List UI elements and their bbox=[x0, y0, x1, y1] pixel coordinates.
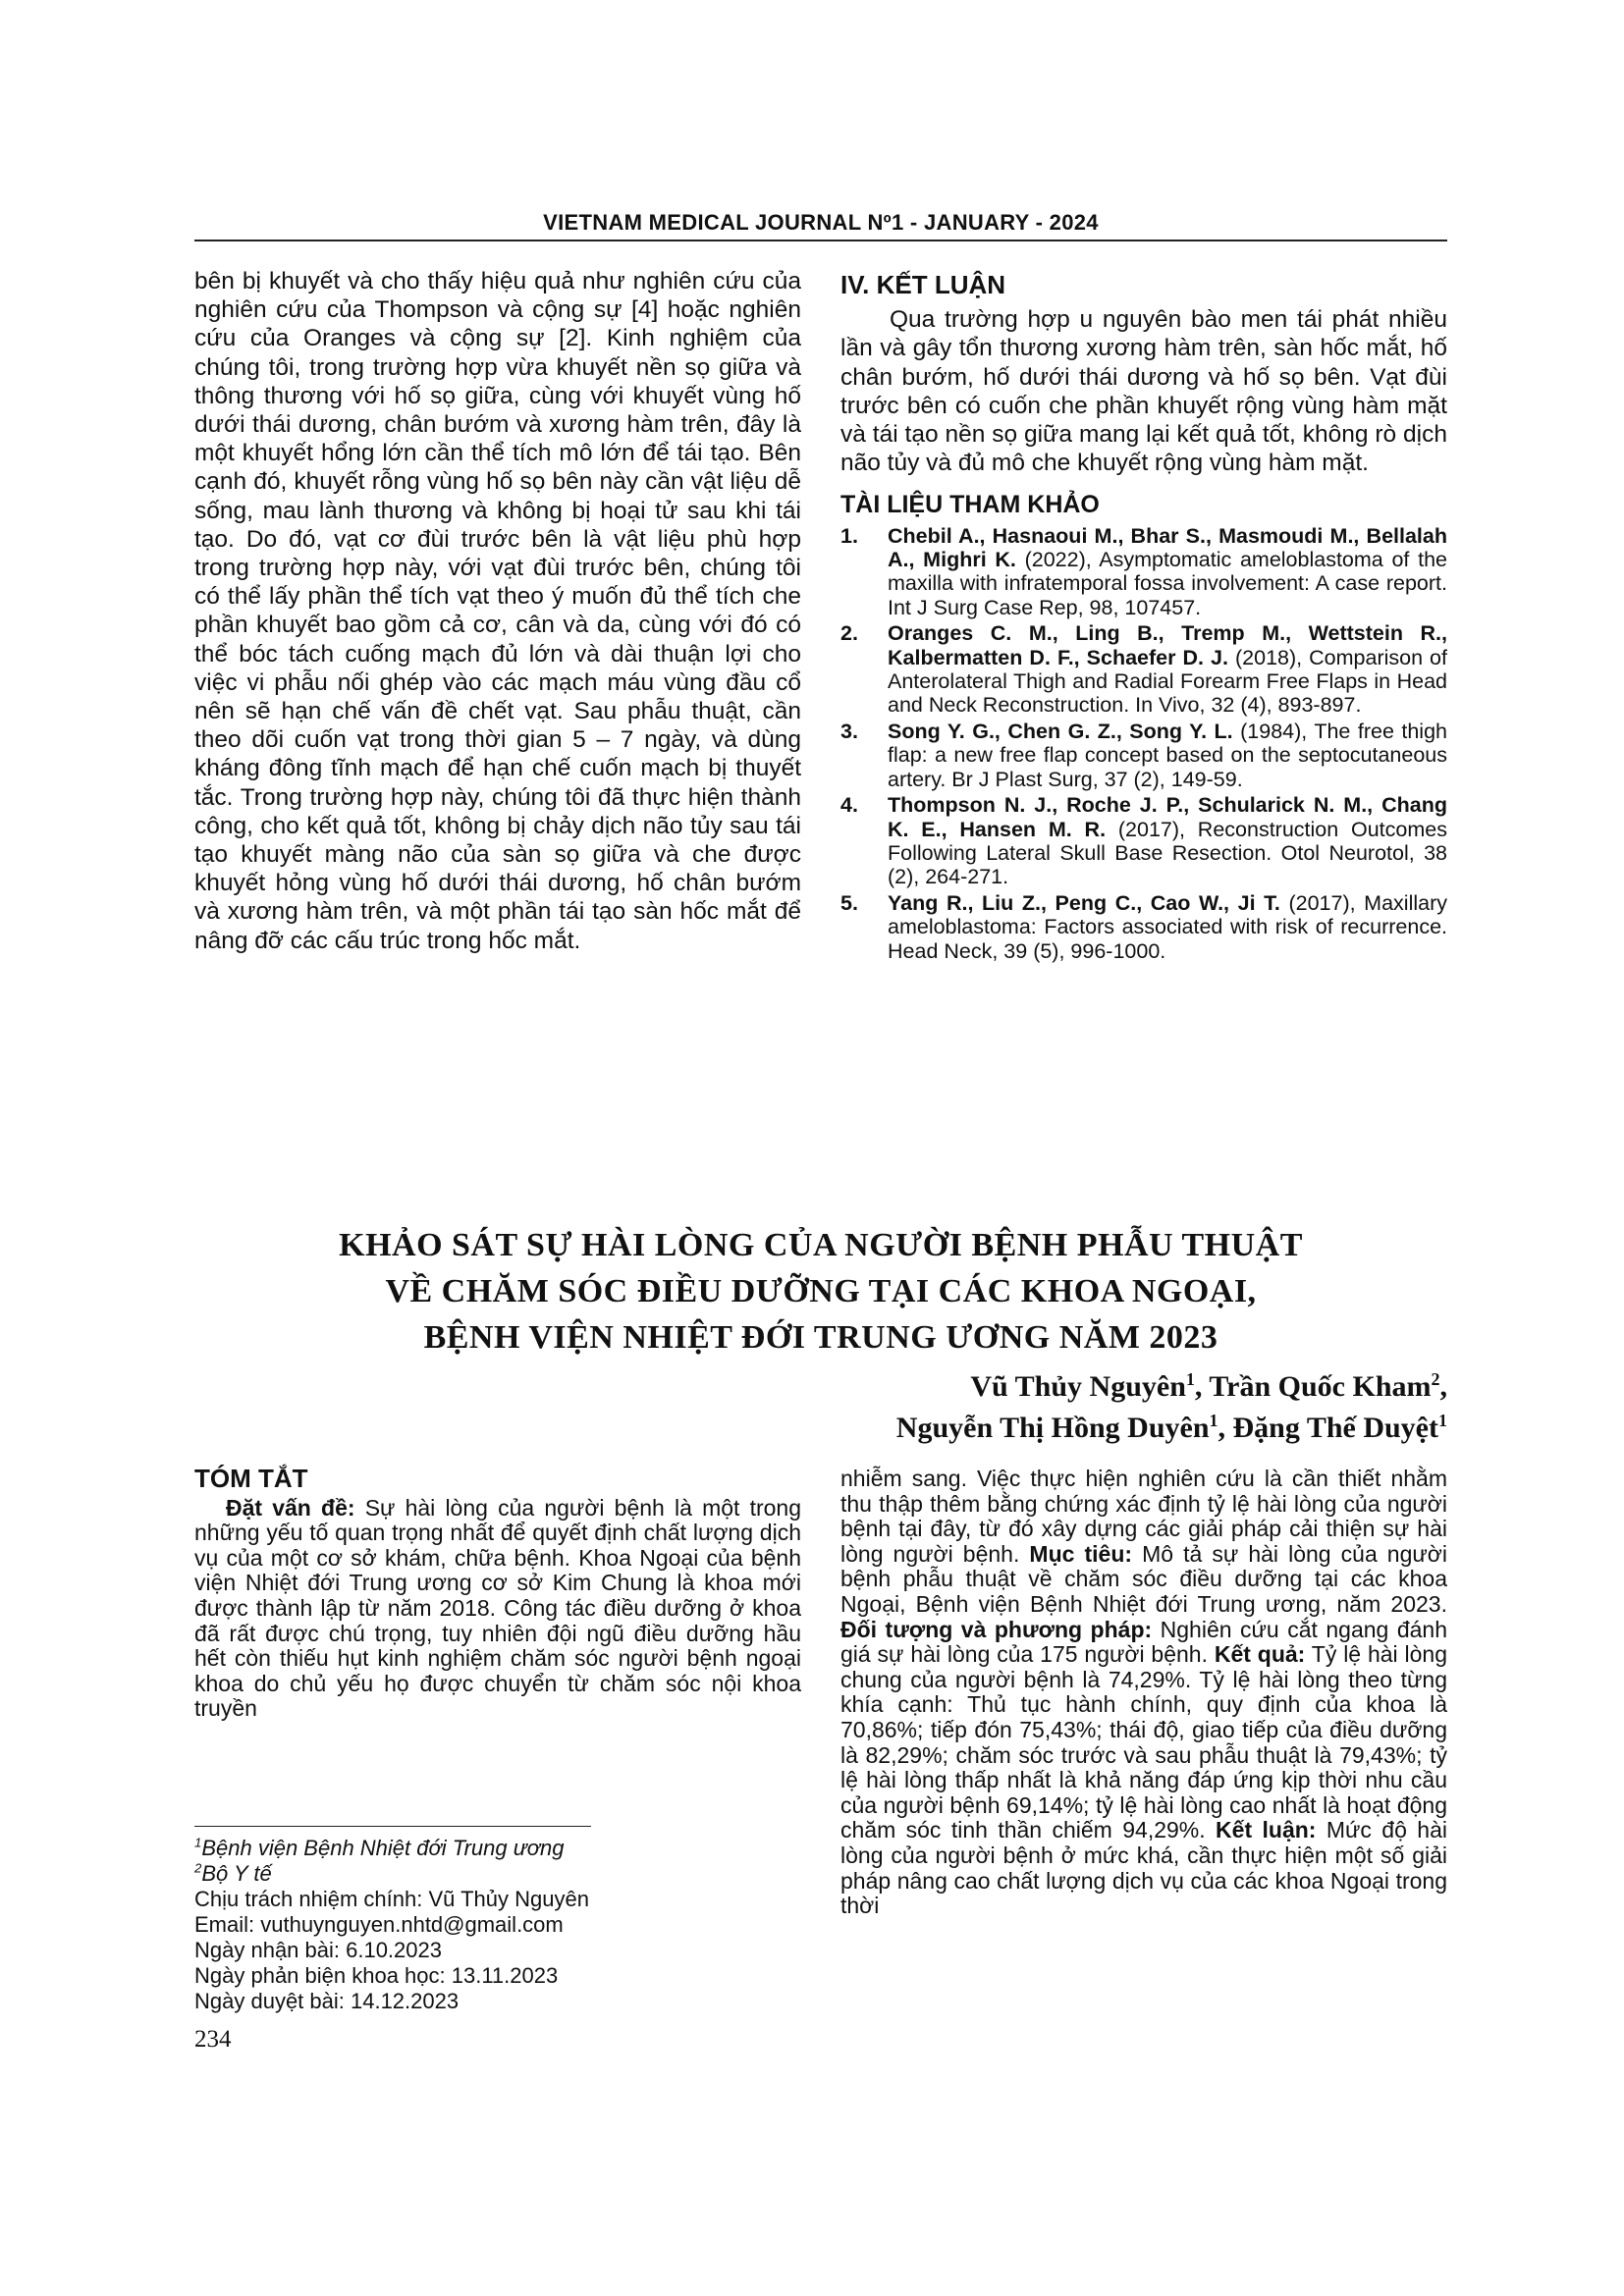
article-title bbox=[194, 1222, 1447, 1361]
author-name: Vũ Thủy Nguyên bbox=[970, 1370, 1186, 1403]
reference-authors: Oranges C. M., Ling B., Tremp M., Wettstein R., Kalbermatten D. F., Schaefer D. J. bbox=[888, 621, 1447, 669]
abstract-text bbox=[194, 1496, 801, 1722]
corresponding-author: Chịu trách nhiệm chính: Vũ Thủy Nguyên bbox=[194, 1887, 589, 1911]
reference-list bbox=[840, 524, 1447, 963]
prev-article-discussion-text: bên bị khuyết và cho thấy hiệu quả như nghiên cứu của nghiên cứu của Thompson và cộng sự [4] hoặc nghiên cứu của Oranges và cộng sự [2]. Kinh nghiệm của chúng tôi, trong trường hợp vừa khuyết nền sọ giữa và thông thương với hố sọ giữa, cùng với khuyết vùng hố dưới thái dương, chân bướm và xương hàm trên, đây là một khuyết hổng lớn cần thể tích mô lớn để tái tạo. Bên cạnh đó, khuyết rỗng vùng hố sọ bên này cần vật liệu dễ sống, mau lành thương và không bị hoại tử sau khi tái tạo. Do đó, vạt cơ đùi trước bên là vật liệu phù hợp trong trường hợp này, với vạt đùi trước bên, chúng tôi có thể lấy phần thể tích vạt theo ý muốn đủ thể tích che phần khuyết bao gồm cả cơ, cân và da, cùng với đó có thể bóc tách cuống mạch đủ lớn và dài thuận lợi cho việc vi phẫu nối ghép vào các mạch máu vùng đầu cổ nên sẽ hạn chế vấn đề chết vạt. Sau phẫu thuật, cần theo dõi cuốn vạt trong thời gian 5 – 7 ngày, và dùng kháng đông tĩnh mạch để hạn chế cuốn mạch bị thuyết tắc. Trong trường hợp này, chúng tôi đã thực hiện thành công, cho kết quả tốt, không bị chảy dịch não tủy sau tái tạo khuyết màng não của sàn sọ giữa và che được khuyết hỏng vùng hố dưới thái dương, hố chân bướm và xương hàm trên, và một phần tái tạo sàn hốc mắt để nâng đỡ các cấu trúc trong hốc mắt. bbox=[194, 268, 801, 954]
affiliation-name: Bộ Y tế bbox=[201, 1861, 272, 1886]
abstract-heading: TÓM TẮT bbox=[194, 1464, 308, 1493]
affiliation-marker: 1 bbox=[1209, 1411, 1218, 1430]
date-received: Ngày nhận bài: 6.10.2023 bbox=[194, 1938, 442, 1962]
reference-authors: Yang R., Liu Z., Peng C., Cao W., Ji T. bbox=[888, 890, 1280, 915]
reference-item bbox=[840, 524, 1447, 620]
conclusion-text: Qua trường hợp u nguyên bào men tái phát nhiều lần và gây tổn thương xương hàm trên, sàn hốc mắt, hố chân bướm, hố dưới thái dương và hố sọ bên. Vạt đùi trước bên có cuốn che phần khuyết rộng vùng hàm mặt và tái tạo nền sọ giữa mang lại kết quả tốt, không rò dịch não tủy và đủ mô che khuyết rộng vùng hàm mặt. bbox=[840, 306, 1447, 477]
article-title-line: KHẢO SÁT SỰ HÀI LÒNG CỦA NGƯỜI BỆNH PHẪU THUẬT bbox=[339, 1227, 1303, 1263]
author-list bbox=[707, 1366, 1447, 1449]
affiliation-footnote bbox=[194, 1836, 801, 1861]
abstract-keyword: Kết quả: bbox=[1214, 1641, 1306, 1668]
abstract-sentence: Tỷ lệ hài lòng chung của người bệnh là 74,29%. Tỷ lệ hài lòng theo từng khía cạnh: Thủ tục hành chính, quy định của khoa là 70,86%; tiếp đón 75,43%; thái độ, giao tiếp của điều dưỡng là 82,29%; chăm sóc trước và sau phẫu thuật là 79,43%; tỷ lệ hài lòng thấp nhất là khả năng đáp ứng kịp thời nhu cầu của người bệnh 69,14%; tỷ lệ hài lòng cao nhất là hoạt động chăm sóc tinh thần chiếm 94,29%. bbox=[840, 1641, 1448, 1843]
date-reviewed: Ngày phản biện khoa học: 13.11.2023 bbox=[194, 1963, 559, 1988]
abstract-sentence: Sự hài lòng của người bệnh là một trong những yếu tố quan trọng nhất để quyết định chất lượng dịch vụ của một cơ sở khám, chữa bệnh. Khoa Ngoại của bệnh viện Nhiệt đới Trung ương cơ sở Kim Chung là khoa mới được thành lập từ năm 2018. Công tác điều dưỡng ở khoa đã rất được chú trọng, tuy nhiên đội ngũ điều dưỡng hầu hết còn thiếu hụt kinh nghiệm chăm sóc người bệnh ngoại khoa do chủ yếu họ được chuyển từ chăm sóc nội khoa truyền bbox=[194, 1494, 801, 1722]
reference-authors: Song Y. G., Chen G. Z., Song Y. L. bbox=[888, 719, 1233, 743]
affiliation-footnote bbox=[194, 1861, 801, 1887]
author-line: Nguyễn Thị Hồng Duyên$^1$, Đặng Thế Duyệt$^1$ bbox=[895, 1411, 1447, 1444]
reference-details: (1984), The free thigh flap: a new free flap concept based on the septocutaneous artery. Br J Plast Surg, 37 (2), 149-59. bbox=[888, 719, 1447, 791]
reference-authors: Chebil A., Hasnaoui M., Bhar S., Masmoudi M., Bellalah A., Mighri K. bbox=[888, 523, 1447, 572]
conclusion-heading: IV. KẾT LUẬN bbox=[840, 270, 1006, 299]
abstract-sentence: nhiễm sang. Việc thực hiện nghiên cứu là cần thiết nhằm thu thập thêm bằng chứng xác định tỷ lệ hài lòng của người bệnh tại đây, từ đó xây dựng các giải pháp cải thiện sự hài lòng người bệnh. bbox=[840, 1466, 1447, 1567]
page-number: 234 bbox=[194, 2026, 232, 2053]
affiliation-marker: 1 bbox=[1438, 1411, 1447, 1430]
reference-authors: Thompson N. J., Roche J. P., Schularick N. M., Chang K. E., Hansen M. R. bbox=[888, 793, 1447, 841]
author-name: Trần Quốc Kham bbox=[1209, 1370, 1432, 1403]
abstract-right-column bbox=[840, 1467, 1447, 1919]
reference-number: 2. bbox=[840, 621, 858, 646]
date-accepted: Ngày duyệt bài: 14.12.2023 bbox=[194, 1989, 460, 2013]
reference-item bbox=[840, 891, 1447, 963]
abstract-left-column bbox=[194, 1464, 801, 1722]
reference-item bbox=[840, 793, 1447, 889]
reference-details: (2018), Comparison of Anterolateral Thigh and Radial Forearm Free Flaps in Head and Neck Reconstruction. In Vivo, 32 (4), 893-897. bbox=[888, 645, 1447, 718]
affiliation-name: Bệnh viện Bệnh Nhiệt đới Trung ương bbox=[201, 1836, 565, 1860]
footnote-rule bbox=[194, 1826, 591, 1827]
reference-details: (2017), Reconstruction Outcomes Following Lateral Skull Base Resection. Otol Neurotol, 38 (2), 264-271. bbox=[888, 817, 1447, 889]
abstract-text-continued bbox=[840, 1467, 1447, 1919]
abstract-sentence: Nghiên cứu cắt ngang đánh giá sự hài lòng của 175 người bệnh. bbox=[840, 1616, 1447, 1668]
author-name: Nguyễn Thị Hồng Duyên bbox=[895, 1412, 1210, 1444]
reference-number: 1. bbox=[840, 523, 858, 548]
header-rule bbox=[194, 240, 1447, 241]
affiliation-marker: 1 bbox=[1185, 1369, 1195, 1389]
affiliation-marker: 2 bbox=[194, 1860, 202, 1876]
reference-item bbox=[840, 720, 1447, 791]
abstract-sentence: Mức độ hài lòng của người bệnh ở mức khá, cần thực hiện một số giải pháp nâng cao chất lượng dịch vụ của các khoa Ngoại trong thời bbox=[840, 1817, 1447, 1919]
abstract-keyword: Đặt vấn đề: bbox=[226, 1494, 355, 1521]
reference-number: 3. bbox=[840, 719, 858, 743]
reference-details: (2017), Maxillary ameloblastoma: Factors associated with risk of recurrence. Head Neck, 39 (5), 996-1000. bbox=[888, 890, 1447, 963]
abstract-sentence: Mô tả sự hài lòng của người bệnh phẫu thuật về chăm sóc điều dưỡng tại các khoa Ngoại, Bệnh viện Bệnh Nhiệt đới Trung ương, năm 2023. bbox=[840, 1540, 1447, 1617]
prev-article-left-column bbox=[194, 267, 801, 955]
corresponding-email: Email: vuthuynguyen.nhtd@gmail.com bbox=[194, 1912, 564, 1937]
reference-number: 4. bbox=[840, 793, 858, 818]
author-line: Vũ Thủy Nguyên$^1$, Trần Quốc Kham$^2$, bbox=[970, 1369, 1447, 1403]
reference-details: (2022), Asymptomatic ameloblastoma of the maxilla with infratemporal fossa involvement: A case report. Int J Surg Case Rep, 98, 107457. bbox=[888, 548, 1447, 619]
abstract-keyword: Đối tượng và phương pháp: bbox=[840, 1616, 1153, 1642]
prev-article-right-column bbox=[840, 271, 1447, 965]
footnotes bbox=[194, 1836, 801, 2014]
running-header: VIETNAM MEDICAL JOURNAL Nº1 - JANUARY - 2024 bbox=[543, 210, 1099, 235]
reference-number: 5. bbox=[840, 890, 858, 915]
reference-item bbox=[840, 621, 1447, 718]
article-title-line: VỀ CHĂM SÓC ĐIỀU DƯỠNG TẠI CÁC KHOA NGOẠI, bbox=[385, 1273, 1257, 1309]
affiliation-marker: 2 bbox=[1431, 1369, 1440, 1389]
article-title-line: BỆNH VIỆN NHIỆT ĐỚI TRUNG ƯƠNG NĂM 2023 bbox=[423, 1319, 1218, 1356]
abstract-keyword: Mục tiêu: bbox=[1029, 1540, 1133, 1567]
author-name: Đặng Thế Duyệt bbox=[1232, 1412, 1438, 1444]
affiliation-marker: 1 bbox=[194, 1835, 202, 1850]
abstract-keyword: Kết luận: bbox=[1216, 1817, 1317, 1843]
references-heading: TÀI LIỆU THAM KHẢO bbox=[840, 491, 1100, 519]
